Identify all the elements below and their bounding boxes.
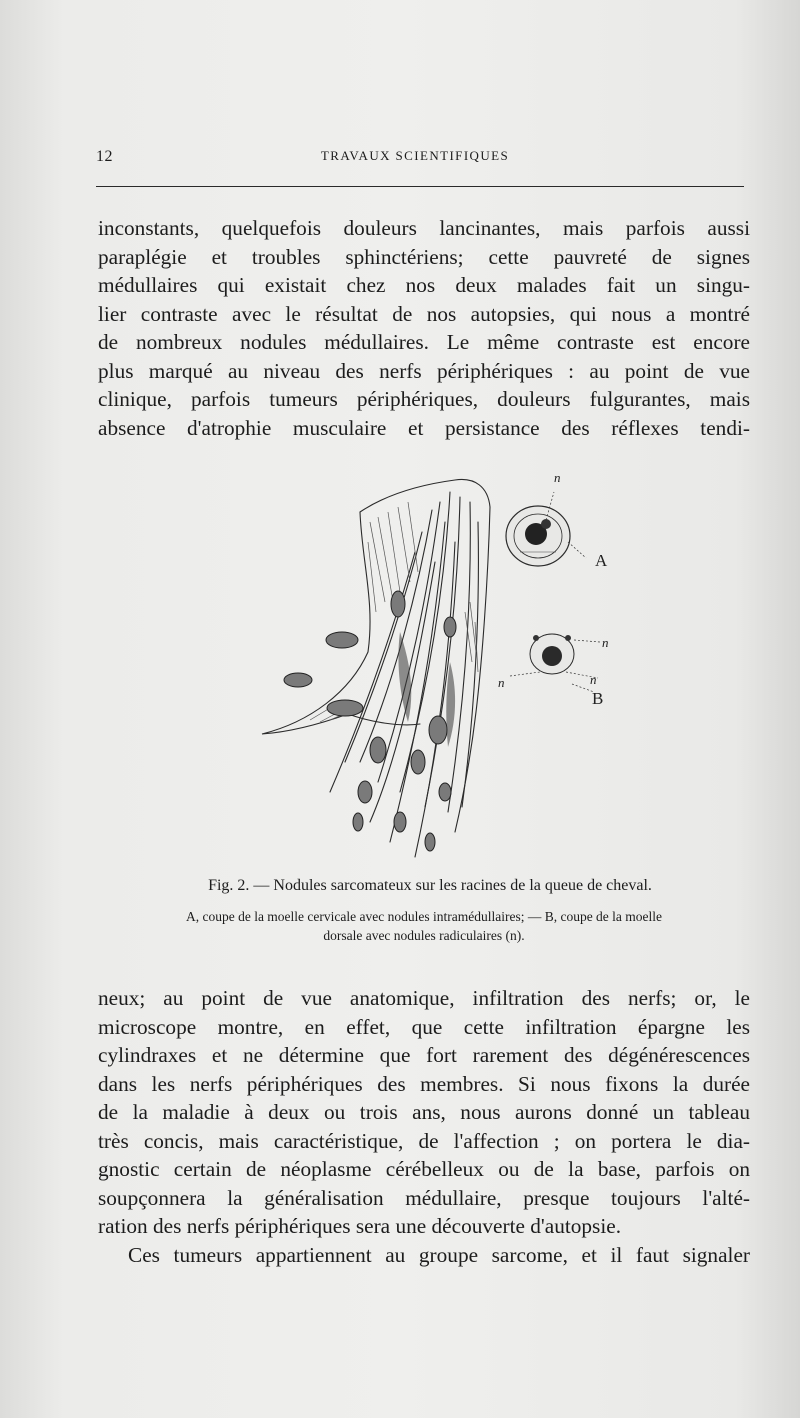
text-line: gnostic certain de néoplasme cérébelleux ou de la base, parfois on <box>98 1157 750 1181</box>
page-number: 12 <box>96 148 113 165</box>
text-line: neux; au point de vue anatomique, infiltration des nerfs; or, le <box>98 986 750 1010</box>
section-a-icon <box>506 492 586 566</box>
section-b-icon <box>510 634 600 692</box>
text-line: de nombreux nodules médullaires. Le même contraste est encore <box>98 330 750 354</box>
text-line: clinique, parfois tumeurs périphériques, douleurs fulgurantes, mais <box>98 387 750 411</box>
text-line: microscope montre, en effet, que cette infiltration épargne les <box>98 1014 750 1039</box>
text-line: dans les nerfs périphériques des membres. Si nous fixons la durée <box>98 1071 750 1096</box>
text-line: de la maladie à deux ou trois ans, nous aurons donné un tableau <box>98 1100 750 1124</box>
text-line: paraplégie et troubles sphinctériens; cette pauvreté de signes <box>98 244 750 269</box>
queue-de-cheval-drawing <box>250 462 630 872</box>
figure-label-b: B <box>592 689 604 708</box>
text-line: très concis, mais caractéristique, de l'affection ; on portera le dia- <box>98 1128 750 1153</box>
text-line: Ces tumeurs appartiennent au groupe sarcome, et il faut signaler <box>128 1242 750 1267</box>
text-line: lier contraste avec le résultat de nos autopsies, qui nous a montré <box>98 301 750 326</box>
figure-label-n-left: n <box>498 675 505 690</box>
figure-label-n-low: n <box>590 672 597 687</box>
text-line: absence d'atrophie musculaire et persistance des réflexes tendi- <box>98 415 750 440</box>
figure-caption-title: Fig. 2. — Nodules sarcomateux sur les racines de la queue de cheval. <box>208 877 652 894</box>
caption-line: A, coupe de la moelle cervicale avec nodules intramédullaires; — B, coupe de la moelle <box>185 909 663 924</box>
text-line: inconstants, quelquefois douleurs lancinantes, mais parfois aussi <box>98 216 750 240</box>
figure-label-n-mid: n <box>602 635 609 650</box>
figure-label-a: A <box>595 551 608 570</box>
text-line: cylindraxes et ne détermine que fort rarement des dégénérescences <box>98 1043 750 1067</box>
text-line: plus marqué au niveau des nerfs périphériques : au point de vue <box>98 358 750 383</box>
text-line: ration des nerfs périphériques sera une découverte d'autopsie. <box>98 1214 622 1238</box>
running-head: TRAVAUX SCIENTIFIQUES <box>320 148 510 163</box>
header-rule <box>96 186 744 187</box>
text-line: soupçonnera la généralisation médullaire, presque toujours l'alté- <box>98 1185 750 1210</box>
figure-label-n-top: n <box>554 470 561 485</box>
figure-illustration <box>250 462 630 872</box>
text-line: médullaires qui existait chez nos deux malades fait un singu- <box>98 273 750 297</box>
caption-line: dorsale avec nodules radiculaires (n). <box>323 928 525 943</box>
paragraph-bottom <box>98 984 750 1269</box>
figure-caption-body <box>100 907 748 945</box>
paragraph-top <box>98 214 750 442</box>
